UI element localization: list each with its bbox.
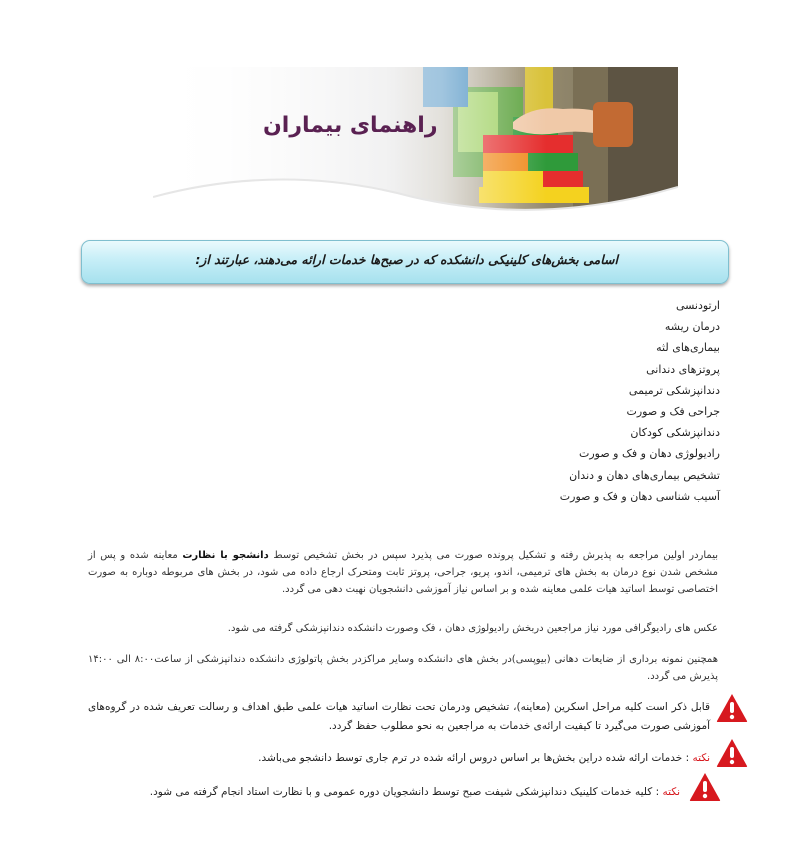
biopsy-paragraph: همچنین نمونه برداری از ضایعات دهانی (بیوپسی)در بخش های دانشکده وسایر مراکزدر بخش پاتولوژی دانشکده دندانپزشکی از ساعت۸:۰۰ الی ۱۴:۰۰ پذیرش می گردد. <box>88 654 718 682</box>
admission-paragraph <box>88 547 718 598</box>
note-text: : خدمات ارائه شده دراین بخش‌ها بر اساس دروس ارائه شده در ترم جاری توسط دانشجو می‌باشد. <box>258 752 693 764</box>
list-item: رادیولوژی دهان و فک و صورت <box>579 447 720 461</box>
note-curriculum <box>230 752 710 764</box>
note-text: : کلیه خدمات کلینیک دندانپزشکی شیفت صبح توسط دانشجویان دوره عمومی و با نظارت استاد انجام گرفته می شود. <box>149 786 663 798</box>
list-item: آسیب شناسی دهان و فک و صورت <box>559 489 720 503</box>
paragraph-emphasis: دانشجو با نظارت <box>182 550 269 561</box>
list-item: دندانپزشکی کودکان <box>630 426 720 440</box>
paragraph-text: معاینه شده و پس از مشخص شدن نوع درمان به بخش های ترمیمی، اندو، پریو، جراحی، پروتز ثابت ومتحرک ارجاع داده می شود، در بخش های مربوطه دوباره به صورت اختصاصی توسط اساتید هیات علمی معاینه شده و بر اساس نیاز آموزشی دانشجویان نهبت دهی می گردد. <box>88 550 718 595</box>
note-label: نکته <box>692 752 710 764</box>
banner-title: راهنمای بیماران <box>263 113 438 138</box>
list-item: درمان ریشه <box>664 320 720 334</box>
department-list <box>420 295 720 507</box>
children-blocks-image <box>153 67 678 217</box>
note-text: قابل ذکر است کلیه مراحل اسکرین (معاینه)، تشخیص ودرمان تحت نظارت اساتید هیات علمی طبق اهداف و رسالت تعریف شده در گروه‌های آموزشی صورت می‌گیرد تا کیفیت ارائه‌ی خدمات به مراجعین به نحو مطلوب حفظ گردد. <box>88 701 710 732</box>
note-supervision <box>88 698 710 736</box>
list-item: دندانپزشکی ترمیمی <box>628 383 720 397</box>
note-morning-shift <box>100 786 680 798</box>
list-item: ارتودنسی <box>675 299 720 312</box>
warning-icon <box>689 772 721 802</box>
list-item: جراحی فک و صورت <box>626 405 720 419</box>
section-heading: اسامی بخش‌های کلینیکی دانشکده که در صبح‌ها خدمات ارائه می‌دهند، عبارتند از: <box>195 252 618 267</box>
list-item: بیماری‌های لثه <box>656 341 720 355</box>
radiography-paragraph: عکس های رادیوگرافی مورد نیاز مراجعین دربخش رادیولوژی دهان ، فک وصورت دانشکده دندانپزشکی گرفته می شود. <box>227 623 718 634</box>
paragraph-text: بیماردر اولین مراجعه به پذیرش رفته و تشکیل پرونده صورت می پذیرد سپس در بخش تشخیص توسط <box>268 550 719 561</box>
note-label: نکته <box>662 786 680 798</box>
section-heading-box <box>81 240 729 284</box>
banner <box>153 67 678 217</box>
list-item: پروتزهای دندانی <box>646 362 720 376</box>
warning-icon <box>716 693 748 723</box>
warning-icon <box>716 738 748 768</box>
list-item: تشخیص بیماری‌های دهان و دندان <box>569 468 720 482</box>
